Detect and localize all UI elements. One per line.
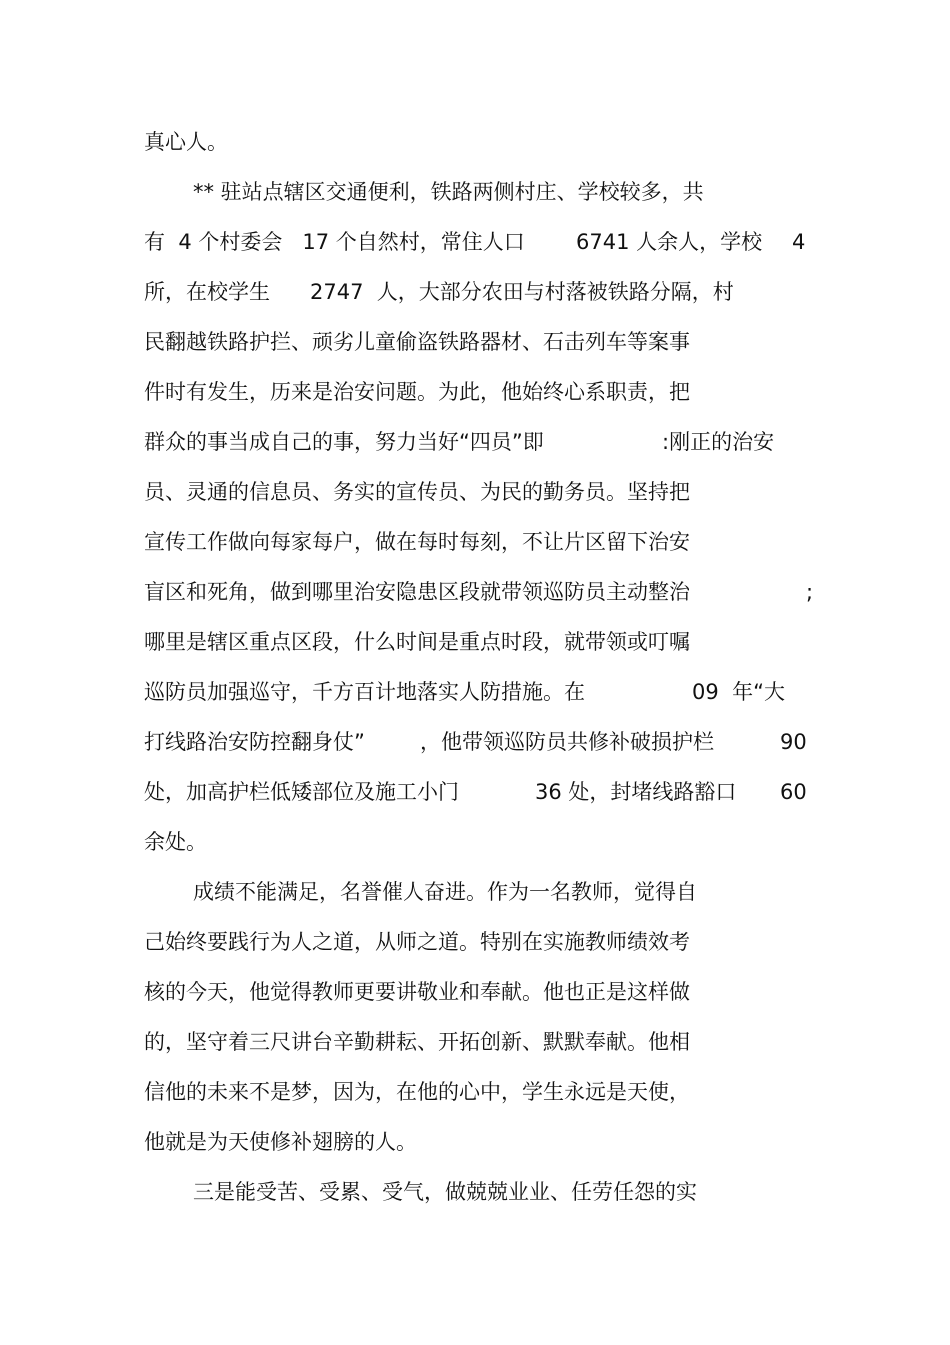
text-segment: 三是能受苦、受累、受气，做兢兢业业、任劳任怨的实 — [193, 1180, 697, 1204]
text-line — [0, 1076, 690, 1108]
text-segment: 4 — [792, 230, 806, 254]
text-segment: 盲区和死角，做到哪里治安隐患区段就带领巡防员主动整治 — [144, 580, 690, 604]
text-line — [0, 476, 690, 508]
text-line — [0, 1176, 697, 1208]
text-segment: 真心人。 — [144, 130, 228, 154]
text-line — [0, 126, 228, 158]
text-segment: 信他的未来不是梦，因为，在他的心中，学生永远是天使， — [144, 1080, 690, 1104]
text-line — [0, 276, 734, 308]
text-segment: ; — [806, 580, 814, 604]
text-segment: ，他带领巡防员共修补破损护栏 — [420, 730, 714, 754]
text-line — [0, 1026, 690, 1058]
text-line — [0, 726, 807, 758]
text-segment: 2747 人，大部分农田与村落被铁路分隔，村 — [310, 280, 734, 304]
text-segment: 民翻越铁路护拦、顽劣儿童偷盗铁路器材、石击列车等案事 — [144, 330, 690, 354]
text-line — [0, 1126, 417, 1158]
text-segment: 90 — [780, 730, 807, 754]
text-line — [0, 926, 690, 958]
text-line — [0, 826, 207, 858]
text-line — [0, 976, 690, 1008]
text-line — [0, 626, 690, 658]
text-segment: 所，在校学生 — [144, 280, 270, 304]
text-line — [0, 576, 814, 608]
text-segment: 件时有发生，历来是治安问题。为此，他始终心系职责，把 — [144, 380, 690, 404]
text-line — [0, 676, 785, 708]
text-line — [0, 326, 690, 358]
text-segment: 哪里是辖区重点区段，什么时间是重点时段，就带领或叮嘱 — [144, 630, 690, 654]
text-line — [0, 526, 690, 558]
text-segment: ** 驻站点辖区交通便利，铁路两侧村庄、学校较多，共 — [193, 180, 704, 204]
text-segment: 成绩不能满足，名誉催人奋进。作为一名教师，觉得自 — [193, 880, 697, 904]
text-line — [0, 226, 806, 258]
text-segment: 处，加高护栏低矮部位及施工小门 — [144, 780, 459, 804]
text-segment: 群众的事当成自己的事，努力当好“四员”即 — [144, 430, 544, 454]
text-segment: 有 4 个村委会 17 个自然村，常住人口 — [144, 230, 525, 254]
text-line — [0, 876, 697, 908]
text-line — [0, 376, 690, 408]
text-segment: 余处。 — [144, 830, 207, 854]
text-segment: 己始终要践行为人之道，从师之道。特别在实施教师绩效考 — [144, 930, 690, 954]
text-line — [0, 776, 807, 808]
text-line — [0, 176, 704, 208]
text-segment: 36 处，封堵线路豁口 — [535, 780, 737, 804]
text-segment: 的，坚守着三尺讲台辛勤耕耘、开拓创新、默默奉献。他相 — [144, 1030, 690, 1054]
text-segment: :刚正的治安 — [662, 430, 775, 454]
text-segment: 6741 人余人，学校 — [576, 230, 763, 254]
text-segment: 60 — [780, 780, 807, 804]
text-line — [0, 426, 775, 458]
text-segment: 他就是为天使修补翅膀的人。 — [144, 1130, 417, 1154]
text-segment: 打线路治安防控翻身仗” — [144, 730, 365, 754]
text-segment: 宣传工作做向每家每户，做在每时每刻，不让片区留下治安 — [144, 530, 690, 554]
text-segment: 核的今天，他觉得教师更要讲敬业和奉献。他也正是这样做 — [144, 980, 690, 1004]
text-segment: 09 年“大 — [692, 680, 785, 704]
text-segment: 巡防员加强巡守，千方百计地落实人防措施。在 — [144, 680, 585, 704]
text-segment: 员、灵通的信息员、务实的宣传员、为民的勤务员。坚持把 — [144, 480, 690, 504]
